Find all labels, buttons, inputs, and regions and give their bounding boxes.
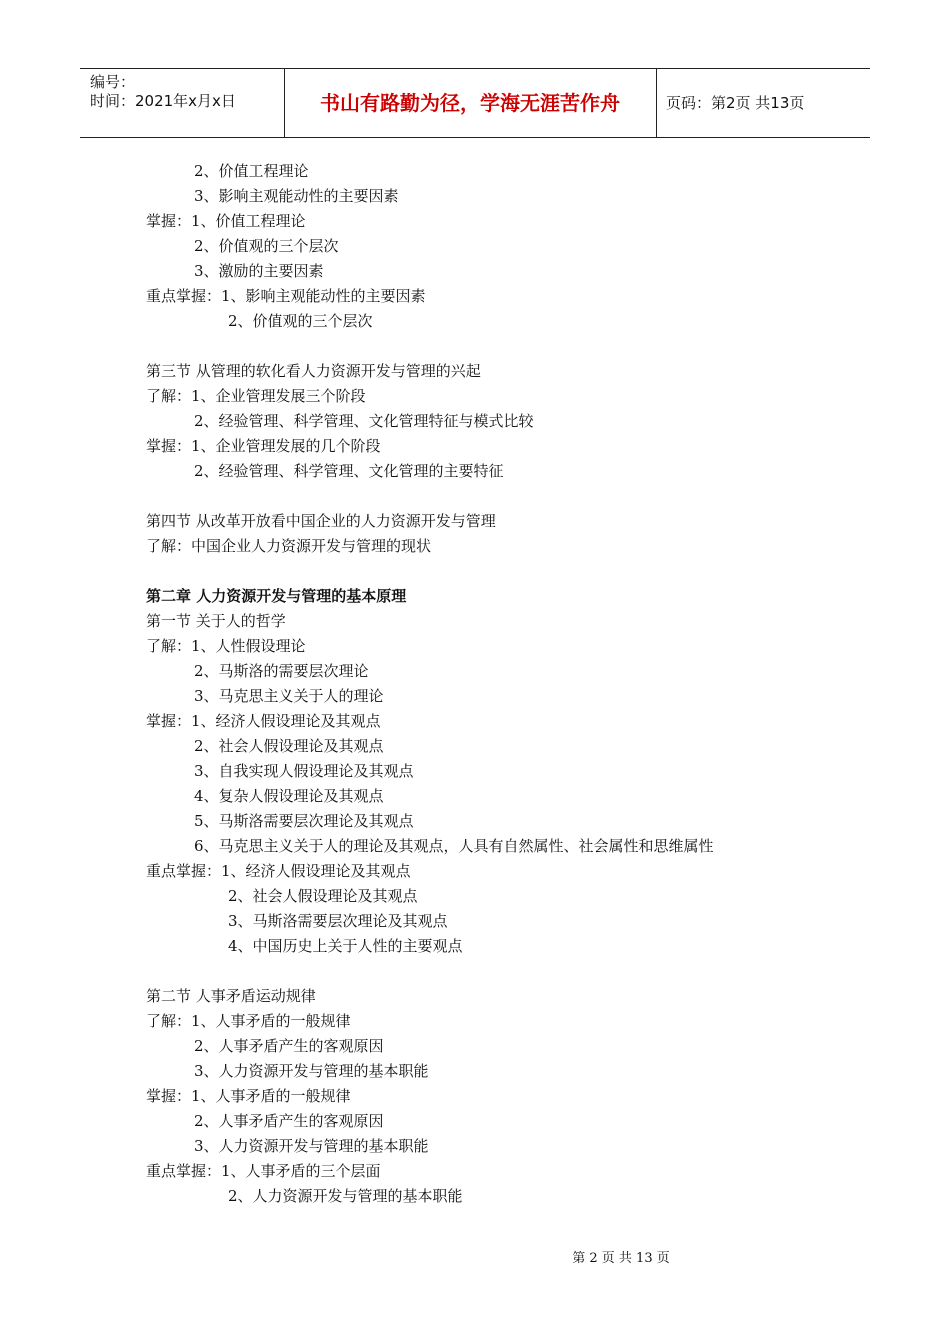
text-line: 重点掌握：1、影响主观能动性的主要因素 bbox=[146, 287, 426, 305]
text-line: 第二节 人事矛盾运动规律 bbox=[146, 987, 316, 1005]
document-date-label: 时间：2021年x月x日 bbox=[90, 92, 236, 110]
text-line: 3、人力资源开发与管理的基本职能 bbox=[194, 1137, 429, 1155]
document-body bbox=[146, 159, 866, 1209]
header-page-info: 页码：第2页 共13页 bbox=[666, 94, 805, 112]
header-motto: 书山有路勤为径，学海无涯苦作舟 bbox=[320, 91, 620, 115]
text-line: 2、人力资源开发与管理的基本职能 bbox=[228, 1187, 463, 1205]
text-line: 2、价值观的三个层次 bbox=[228, 312, 373, 330]
document-number-label: 编号： bbox=[90, 73, 136, 91]
blank-line bbox=[146, 559, 866, 584]
text-line: 6、马克思主义关于人的理论及其观点，人具有自然属性、社会属性和思维属性 bbox=[194, 837, 714, 855]
text-line: 2、人事矛盾产生的客观原因 bbox=[194, 1037, 384, 1055]
text-line: 2、经验管理、科学管理、文化管理特征与模式比较 bbox=[194, 412, 534, 430]
text-line: 2、经验管理、科学管理、文化管理的主要特征 bbox=[194, 462, 504, 480]
text-line: 2、人事矛盾产生的客观原因 bbox=[194, 1112, 384, 1130]
header-divider bbox=[656, 69, 657, 137]
text-line: 了解：1、人性假设理论 bbox=[146, 637, 306, 655]
text-line: 2、马斯洛的需要层次理论 bbox=[194, 662, 369, 680]
text-line: 重点掌握：1、人事矛盾的三个层面 bbox=[146, 1162, 381, 1180]
page-footer: 第 2 页 共 13 页 bbox=[572, 1251, 670, 1266]
text-line: 5、马斯洛需要层次理论及其观点 bbox=[194, 812, 414, 830]
text-line: 掌握：1、价值工程理论 bbox=[146, 212, 306, 230]
header-meta bbox=[90, 73, 236, 111]
text-line: 3、马克思主义关于人的理论 bbox=[194, 687, 384, 705]
text-line: 了解：1、企业管理发展三个阶段 bbox=[146, 387, 366, 405]
blank-line bbox=[146, 334, 866, 359]
text-line: 第二章 人力资源开发与管理的基本原理 bbox=[146, 587, 407, 605]
text-line: 2、价值工程理论 bbox=[194, 162, 309, 180]
text-line: 了解：1、人事矛盾的一般规律 bbox=[146, 1012, 351, 1030]
text-line: 重点掌握：1、经济人假设理论及其观点 bbox=[146, 862, 411, 880]
text-line: 2、社会人假设理论及其观点 bbox=[228, 887, 418, 905]
text-line: 第一节 关于人的哲学 bbox=[146, 612, 286, 630]
text-line: 4、中国历史上关于人性的主要观点 bbox=[228, 937, 463, 955]
text-line: 2、价值观的三个层次 bbox=[194, 237, 339, 255]
text-line: 3、影响主观能动性的主要因素 bbox=[194, 187, 399, 205]
blank-line bbox=[146, 484, 866, 509]
text-line: 了解：中国企业人力资源开发与管理的现状 bbox=[146, 537, 432, 555]
text-line: 2、社会人假设理论及其观点 bbox=[194, 737, 384, 755]
text-line: 3、自我实现人假设理论及其观点 bbox=[194, 762, 414, 780]
text-line: 掌握：1、经济人假设理论及其观点 bbox=[146, 712, 381, 730]
page-header bbox=[80, 68, 870, 138]
blank-line bbox=[146, 959, 866, 984]
text-line: 3、马斯洛需要层次理论及其观点 bbox=[228, 912, 448, 930]
text-line: 掌握：1、企业管理发展的几个阶段 bbox=[146, 437, 381, 455]
text-line: 第四节 从改革开放看中国企业的人力资源开发与管理 bbox=[146, 512, 496, 530]
text-line: 掌握：1、人事矛盾的一般规律 bbox=[146, 1087, 351, 1105]
text-line: 3、人力资源开发与管理的基本职能 bbox=[194, 1062, 429, 1080]
text-line: 3、激励的主要因素 bbox=[194, 262, 324, 280]
text-line: 4、复杂人假设理论及其观点 bbox=[194, 787, 384, 805]
text-line: 第三节 从管理的软化看人力资源开发与管理的兴起 bbox=[146, 362, 481, 380]
